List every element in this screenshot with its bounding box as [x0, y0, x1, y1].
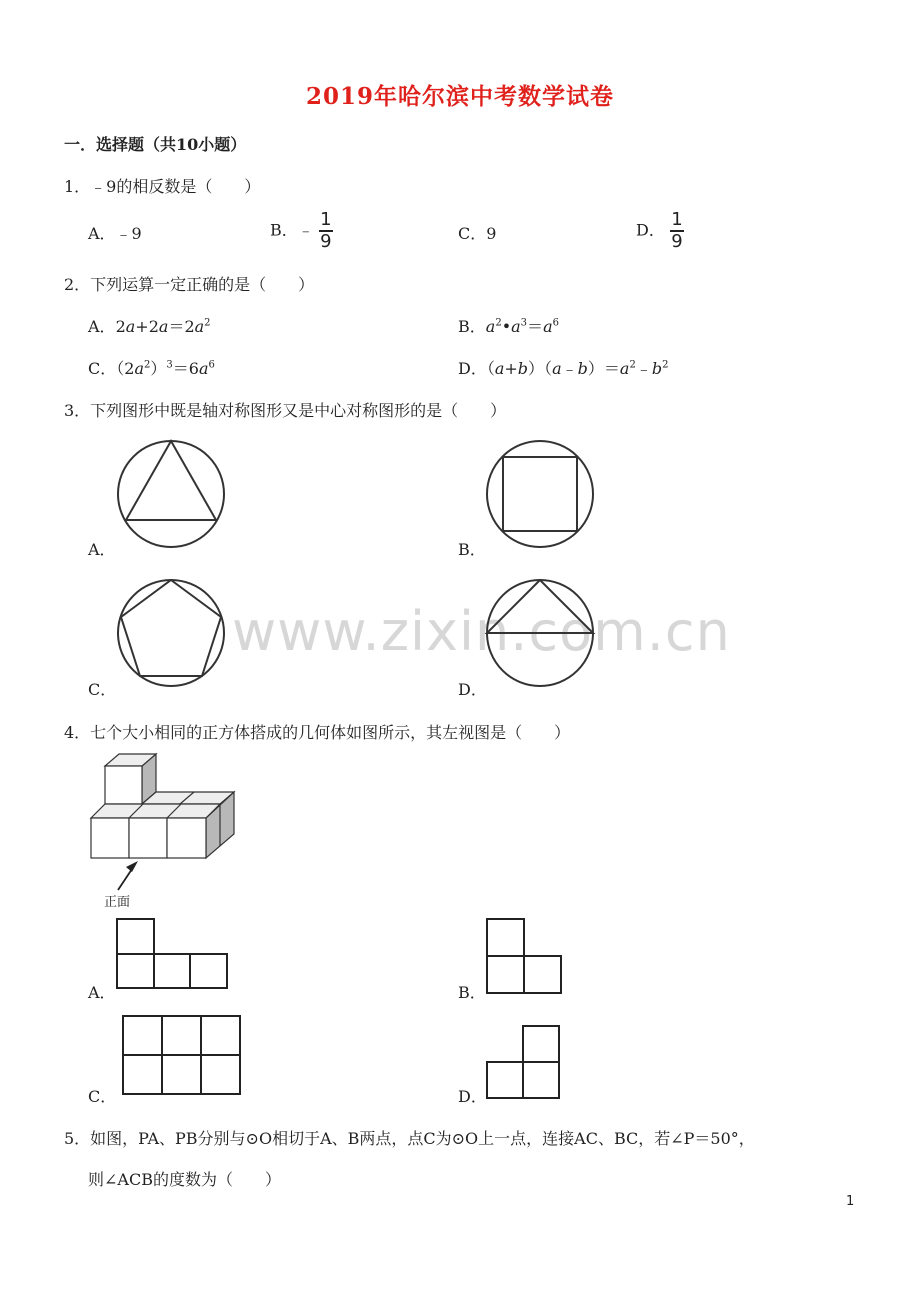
q1-option-d: [636, 210, 684, 252]
q3-figure-c-circle-pentagon: [112, 576, 232, 692]
q1-option-d-fraction: [670, 210, 684, 252]
q1-option-c: C．9: [458, 224, 497, 243]
q4-label-b: B．: [458, 983, 486, 1002]
q4-option-d-view: [486, 1025, 562, 1101]
q1-option-d-prefix: D．: [636, 220, 665, 240]
q3-label-a: A．: [88, 540, 116, 559]
question-1-stem: 1．﹣9的相反数是（ ）: [64, 177, 261, 196]
q3-figure-d-circle-right-triangle: [484, 576, 600, 692]
q3-label-d: D．: [458, 680, 487, 699]
q4-label-a: A．: [88, 983, 116, 1002]
q3-figure-b-circle-square: [484, 438, 600, 552]
q2-option-b: B．$a^2•a^3=a^6$: [458, 317, 559, 336]
q4-front-view-label: 正面: [104, 895, 131, 910]
question-4-stem: 4．七个大小相同的正方体搭成的几何体如图所示，其左视图是（ ）: [64, 723, 571, 742]
q4-label-c: C．: [88, 1087, 117, 1106]
question-2-stem: 2．下列运算一定正确的是（ ）: [64, 275, 315, 294]
q1-option-b-fraction: [319, 210, 333, 252]
q3-label-c: C．: [88, 680, 117, 699]
q4-option-a-view: [116, 918, 230, 992]
section-heading: 一．选择题（共10小题）: [64, 135, 247, 154]
question-5-stem-line-1: 5．如图，PA、PB分别与⊙O相切于A、B两点，点C为⊙O上一点，连接AC、BC，若∠P＝50°，: [64, 1129, 755, 1148]
q4-option-c-view: [122, 1015, 242, 1097]
fraction-numerator: 1: [320, 209, 332, 230]
page-number: 1: [846, 1194, 855, 1209]
fraction-denominator: 9: [320, 231, 332, 252]
watermark: www.zixin.com.cn: [232, 600, 731, 663]
q1-option-a: A．﹣9: [88, 224, 142, 243]
question-5-stem-line-2: 则∠ACB的度数为（ ）: [88, 1170, 281, 1189]
exam-title: 2019年哈尔滨中考数学试卷: [305, 83, 614, 110]
q1-option-b: [270, 210, 333, 252]
q4-label-d: D．: [458, 1087, 487, 1106]
q1-option-b-prefix: B．﹣: [270, 220, 314, 240]
q2-option-a: A．$2a+2a=2a^2$: [88, 317, 211, 336]
q3-figure-a-circle-triangle: [112, 438, 232, 552]
q4-cube-solid-figure: [88, 754, 238, 914]
q4-option-b-view: [486, 918, 564, 996]
q3-label-b: B．: [458, 540, 486, 559]
fraction-denominator: 9: [671, 231, 683, 252]
question-3-stem: 3．下列图形中既是轴对称图形又是中心对称图形的是（ ）: [64, 401, 507, 420]
fraction-numerator: 1: [671, 209, 683, 230]
q2-option-d: D．$(a+b)(a﹣b)=a^2﹣b^2$: [458, 359, 669, 378]
q2-option-c: C．$(2a^2)^3=6a^6$: [88, 359, 215, 378]
